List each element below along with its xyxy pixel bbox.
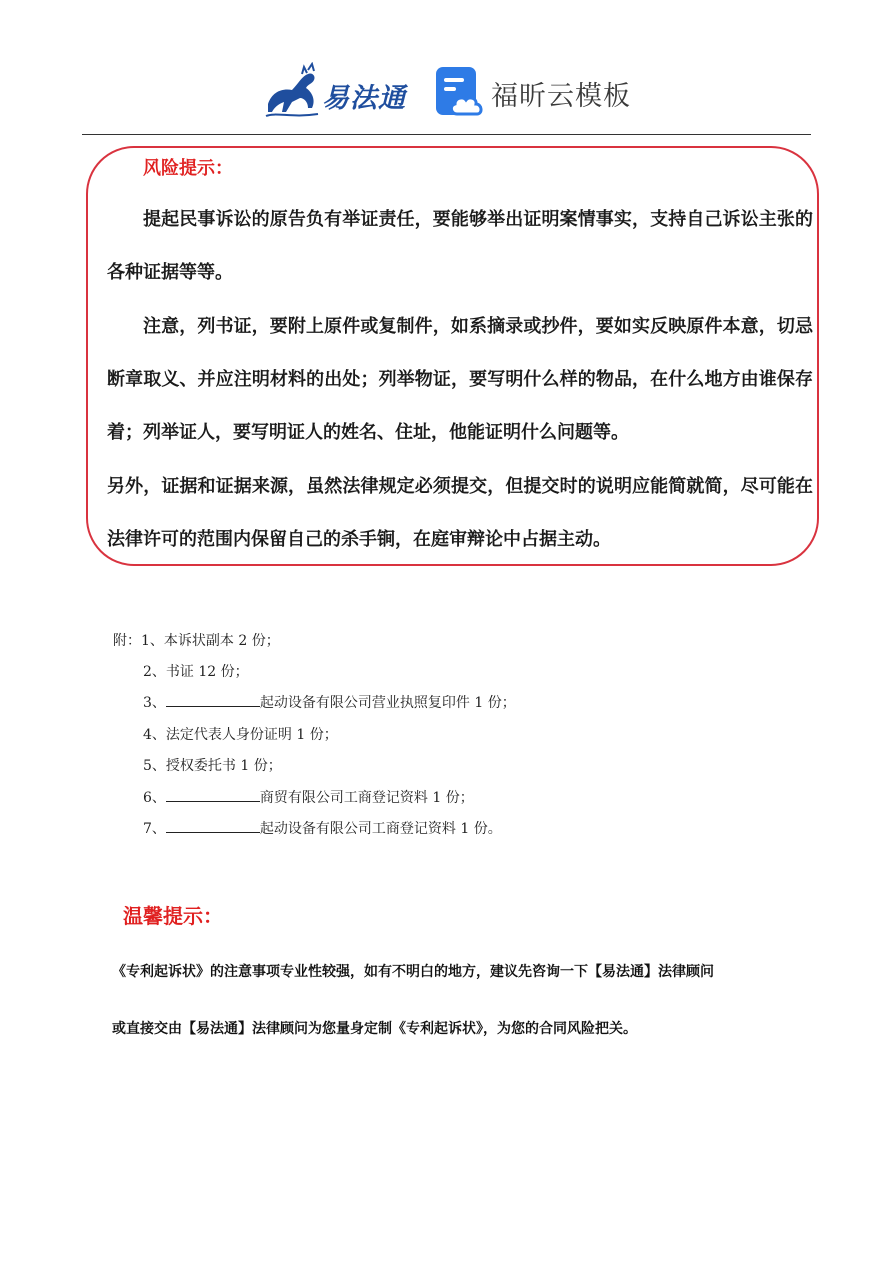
header-divider	[82, 134, 811, 135]
attachment-lead: 附：	[113, 633, 141, 649]
attachment-item: 2、书证 12 份；	[143, 664, 249, 680]
attachment-item: 5、授权委托书 1 份；	[143, 758, 282, 774]
attachment-item: 4、法定代表人身份证明 1 份；	[143, 727, 338, 743]
blank-line	[166, 788, 260, 802]
attachment-item: 附：1、本诉状副本 2 份；	[113, 633, 280, 649]
fuxin-logo-text: 福昕云模板	[491, 81, 631, 112]
qilin-icon	[262, 62, 324, 122]
header	[0, 52, 893, 132]
warm-tip-title: 温馨提示：	[123, 904, 223, 928]
cloud-doc-icon	[435, 66, 485, 118]
risk-paragraph-3: 另外，证据和证据来源，虽然法律规定必须提交，但提交时的说明应能简就简，尽可能在法律许可的范围内保留自己的杀手锏，在庭审辩论中占据主动。	[107, 476, 813, 550]
attachment-item: 3、 起动设备有限公司营业执照复印件 1 份；	[143, 695, 516, 711]
warm-tip-line-2: 或直接交由【易法通】法律顾问为您量身定制《专利起诉状》，为您的合同风险把关。	[112, 1021, 637, 1037]
yifatong-logo-text: 易法通	[322, 83, 406, 114]
attachment-item: 6、 商贸有限公司工商登记资料 1 份；	[143, 790, 474, 806]
fuxin-logo[interactable]	[435, 64, 635, 120]
risk-paragraph-1: 提起民事诉讼的原告负有举证责任，要能够举出证明案情事实，支持自己诉讼主张的各种证据等等。	[107, 209, 813, 283]
risk-notice-title: 风险提示：	[143, 158, 233, 179]
blank-line	[166, 693, 260, 707]
warm-tip-line-1: 《专利起诉状》的注意事项专业性较强，如有不明白的地方，建议先咨询一下【易法通】法律顾问	[112, 964, 714, 980]
risk-paragraph-2: 注意，列书证，要附上原件或复制件，如系摘录或抄件，要如实反映原件本意，切忌断章取义、并应注明材料的出处；列举物证，要写明什么样的物品，在什么地方由谁保存着；列举证人，要写明证人的姓名、住址，他能证明什么问题等。	[107, 316, 813, 443]
attachment-item: 7、 起动设备有限公司工商登记资料 1 份。	[143, 821, 502, 837]
blank-line	[166, 819, 260, 833]
yifatong-logo[interactable]	[262, 62, 422, 122]
